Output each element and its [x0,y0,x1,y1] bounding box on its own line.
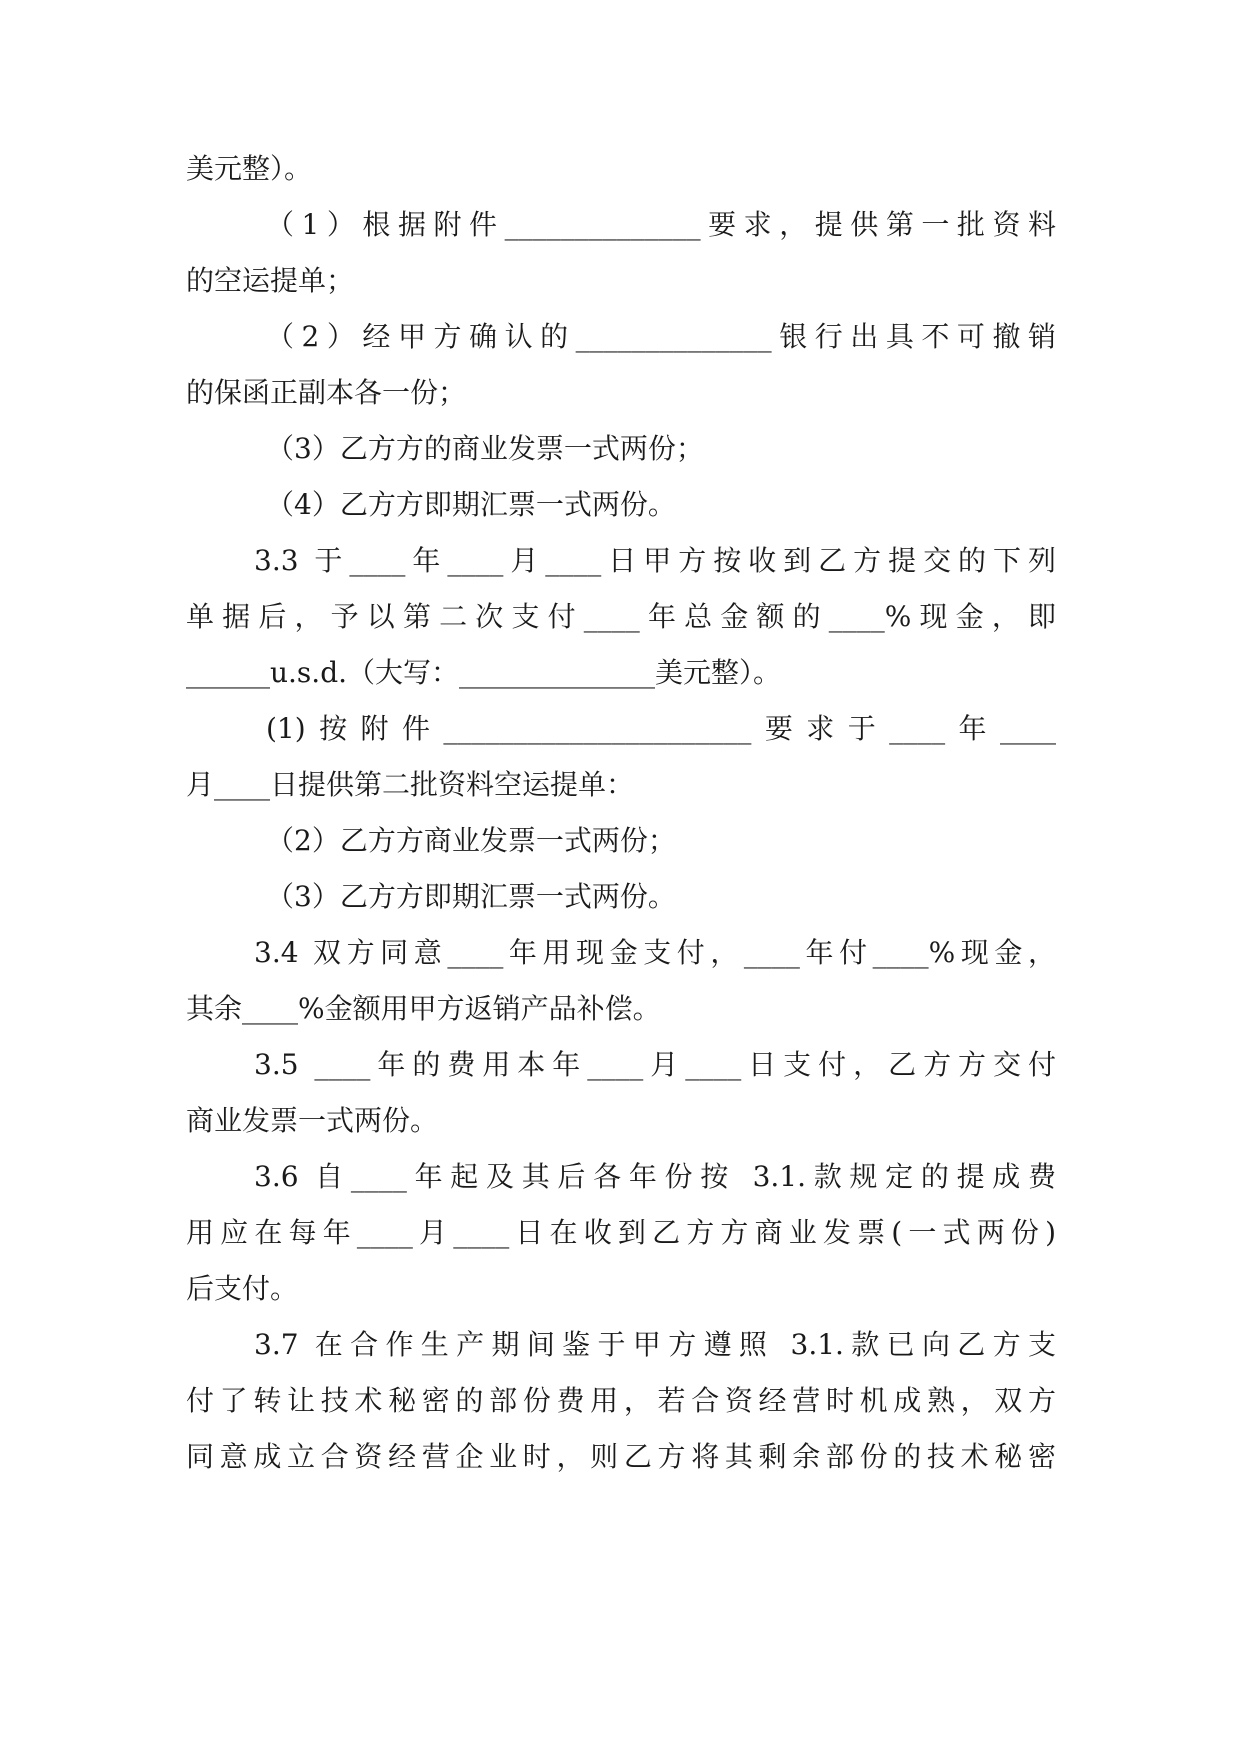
text-line: （1）根据附件______________要求，提供第一批资料 [266,208,1056,241]
text-line: 的空运提单； [186,264,355,297]
text-line: 其余____%金额用甲方返销产品补偿。 [186,992,661,1025]
text-line: 同意成立合资经营企业时，则乙方将其剩余部份的技术秘密 [186,1440,1056,1473]
text-line: 用应在每年____月____日在收到乙方方商业发票(一式两份) [186,1216,1056,1249]
text-line: 后支付。 [186,1272,299,1305]
text-line: 3.7 在合作生产期间鉴于甲方遵照 3.1.款已向乙方支 [254,1328,1056,1361]
text-line: 3.4 双方同意____年用现金支付，____年付____%现金， [254,936,1056,969]
text-line: ______u.s.d.（大写：______________美元整）。 [186,656,782,689]
text-line: 美元整）。 [186,152,313,185]
text-line: 的保函正副本各一份； [186,376,467,409]
text-line: （4）乙方方即期汇票一式两份。 [266,488,676,521]
text-line: 商业发票一式两份。 [186,1104,439,1137]
text-line: 3.3 于____年____月____日甲方按收到乙方提交的下列 [254,544,1056,577]
text-line: （2）乙方方商业发票一式两份； [266,824,676,857]
text-line: 付了转让技术秘密的部份费用，若合资经营时机成熟，双方 [186,1384,1056,1417]
text-line: 3.5 ____年的费用本年____月____日支付，乙方方交付 [254,1048,1056,1081]
text-line: （3）乙方方的商业发票一式两份； [266,432,704,465]
text-line: （2）经甲方确认的______________银行出具不可撤销 [266,320,1056,353]
text-line: （3）乙方方即期汇票一式两份。 [266,880,676,913]
text-line: 月____日提供第二批资料空运提单： [186,768,635,801]
text-line: 单据后，予以第二次支付____年总金额的____%现金，即 [186,600,1056,633]
text-line: 3.6 自____年起及其后各年份按 3.1.款规定的提成费 [254,1160,1056,1193]
text-line: (1)按附件______________________要求于____年____ [266,712,1056,745]
